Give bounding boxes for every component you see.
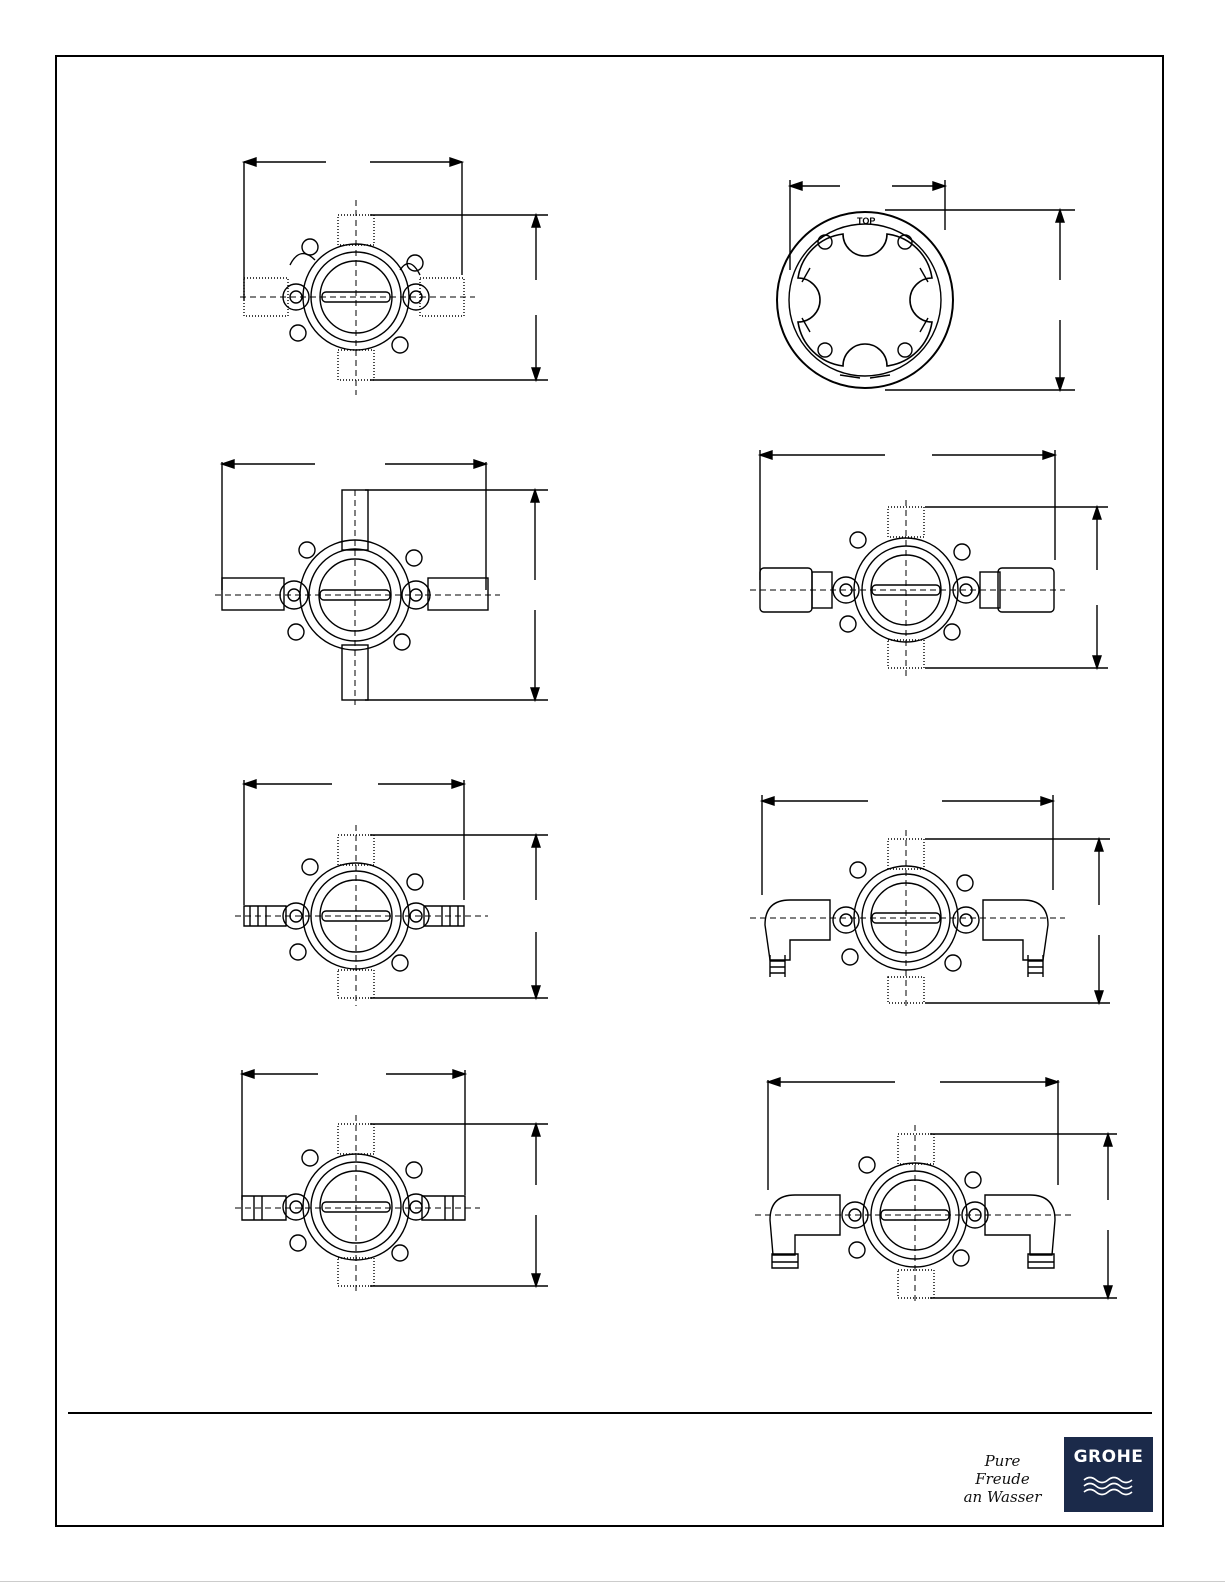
valve-drawing-pex-expansion — [230, 1060, 560, 1300]
slogan-line-1: Pure Freude — [975, 1452, 1030, 1488]
valve-union-svg — [750, 440, 1120, 690]
brand-slogan — [955, 1452, 1050, 1506]
plate-top-mark: TOP — [857, 216, 876, 226]
valve-sweat-svg — [210, 450, 565, 710]
valve-drawing-pex-expansion-elbow — [755, 1070, 1125, 1310]
valve-threaded-svg — [230, 150, 560, 400]
slogan-line-2: an Wasser — [963, 1488, 1042, 1506]
valve-drawing-sweat — [210, 450, 565, 710]
trim-plate-drawing — [770, 170, 1090, 400]
page-bottom-edge — [0, 1581, 1225, 1582]
waves-icon — [1082, 1475, 1136, 1499]
valve-pex-expansion-elbow-svg — [755, 1070, 1125, 1310]
grohe-logo — [1064, 1437, 1153, 1512]
valve-pex-elbow-svg — [750, 785, 1120, 1010]
valve-pex-crimp-svg — [230, 770, 560, 1010]
valve-drawing-union — [750, 440, 1120, 690]
valve-pex-expansion-svg — [230, 1060, 560, 1300]
brand-name: GROHE — [1073, 1447, 1144, 1467]
valve-drawing-pex-elbow — [750, 785, 1120, 1010]
valve-drawing-threaded — [230, 150, 560, 400]
trim-plate-svg — [770, 170, 1090, 400]
footer-rule — [68, 1412, 1152, 1414]
valve-drawing-pex-crimp — [230, 770, 560, 1010]
